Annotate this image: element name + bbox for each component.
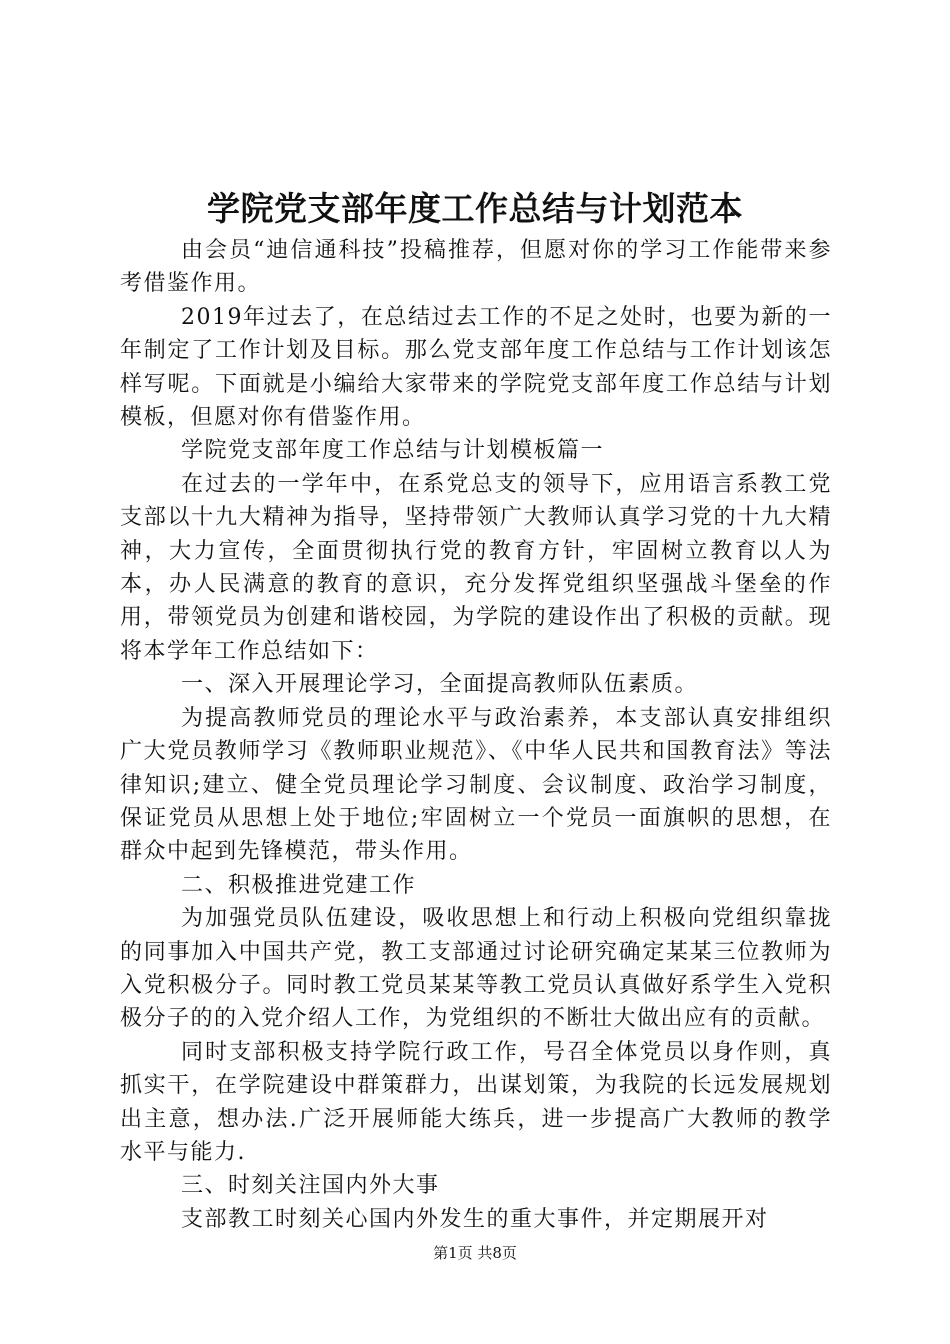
document-title: 学院党支部年度工作总结与计划范本: [207, 189, 743, 228]
paragraph-theory-study: 为提高教师党员的理论水平与政治素养，本支部认真安排组织广大党员教师学习《教师职业规范》、《中华人民共和国教育法》等法律知识;建立、健全党员理论学习制度、会议制度、政治学习制度，保证党员从思想上处于地位;牢固树立一个党员一面旗帜的思想，在群众中起到先锋模范，带头作用。: [120, 705, 832, 865]
paragraph-party-building: 为加强党员队伍建设，吸收思想上和行动上积极向党组织靠拢的同事加入中国共产党，教工支部通过讨论研究确定某某三位教师为入党积极分子。同时教工党员某某等教工党员认真做好系学生入党积极分子的的入党介绍人工作，为党组织的不断壮大做出应有的贡献。: [120, 906, 832, 1032]
paragraph-intro: 由会员“迪信通科技”投稿推荐，但愿对你的学习工作能带来参考借鉴作用。: [120, 238, 832, 297]
document-body: [120, 234, 832, 1236]
paragraph-preface: 2019年过去了，在总结过去工作的不足之处时，也要为新的一年制定了工作计划及目标。那么党支部年度工作总结与工作计划该怎样写呢。下面就是小编给大家带来的学院党支部年度工作总结与计划模板，但愿对你有借鉴作用。: [120, 304, 832, 431]
paragraph-admin-support: 同时支部积极支持学院行政工作，号召全体党员以身作则，真抓实干，在学院建设中群策群力，出谋划策，为我院的长远发展规划出主意，想办法.广泛开展师能大练兵，进一步提高广大教师的教学水平与能力.: [120, 1039, 832, 1165]
paragraph-summary: 在过去的一学年中，在系党总支的领导下，应用语言系教工党支部以十九大精神为指导，坚持带领广大教师认真学习党的十九大精神，大力宣传，全面贯彻执行党的教育方针，牢固树立教育以人为本，办人民满意的教育的意识，充分发挥党组织坚强战斗堡垒的作用，带领党员为创建和谐校园，为学院的建设作出了积极的贡献。现将本学年工作总结如下：: [120, 471, 832, 664]
paragraph-current-affairs: 支部教工时刻关心国内外发生的重大事件，并定期展开对: [181, 1206, 769, 1232]
section-heading-two: 二、积极推进党建工作: [181, 872, 417, 898]
section-heading-three: 三、时刻关注国内外大事: [181, 1173, 440, 1199]
page-number-footer: 第1页 共8页: [433, 1244, 517, 1262]
section-heading-template-one: 学院党支部年度工作总结与计划模板篇一: [181, 438, 605, 464]
section-heading-one: 一、深入开展理论学习，全面提高教师队伍素质。: [181, 672, 699, 698]
